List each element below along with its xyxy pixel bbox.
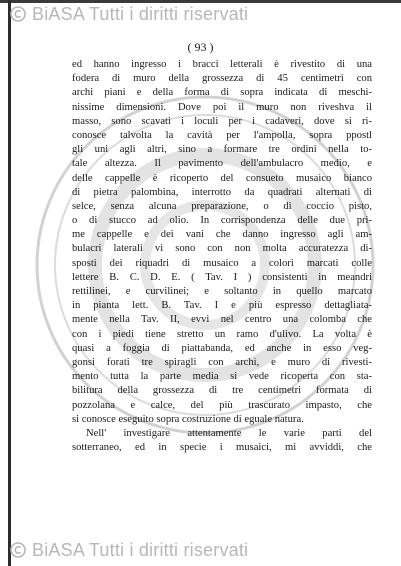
page-number: ( 93 )	[187, 40, 214, 54]
text-line: rettilinei, e curvilinei; e soltanto in quello marcato	[72, 286, 372, 297]
text-line: tale altezza. Il pavimento dell'ambulacro medio, e	[72, 158, 372, 170]
text-line: me cappelle e dei vani che danno ingresso agli am-	[72, 229, 372, 241]
text-line: sposti dei riquadri di musaico a colori marcati colle	[72, 257, 372, 269]
text-line: masso, sono scavati i loculi per i cadaveri, dove si ri-	[72, 115, 372, 127]
text-line: nissime dimensioni. Dove poi il muro non riveshva il	[72, 101, 372, 113]
text-line: bulacri laterali vi sono con non molta accuratezza di-	[72, 243, 372, 255]
copyright-icon	[10, 542, 26, 558]
watermark-top-text: BiASA Tutti i diritti riservati	[32, 4, 249, 24]
left-scan-edge	[8, 0, 11, 566]
text-line: gonsi forati tre spiragli con archi, e muro di rivesti-	[72, 356, 372, 368]
text-line: o di stucco ad olio. In corrispondenza delle due pri-	[72, 215, 372, 227]
watermark-top	[10, 4, 248, 25]
text-line: si conosce eseguito sopra costruzione di eguale natura.	[72, 413, 304, 425]
copyright-icon	[10, 6, 26, 22]
top-scan-edge	[0, 0, 401, 3]
text-line: conosce talvolta la cavità per l'ampolla, sopra ppostl	[72, 129, 372, 141]
text-line: delle cappelle è ricoperto del consueto musaico bianco	[72, 172, 372, 184]
text-line: gli uni agli altri, sino a formare tre ordini nella to-	[72, 144, 372, 156]
text-line: pozzolana e calce, del più trascurato impasto, che	[72, 399, 372, 411]
text-line: bilitura della grossezza di tre centimetri formata di	[72, 385, 372, 397]
text-line: quasi a foggia di piattabanda, ed anche in esso veg-	[72, 342, 372, 354]
text-line: in pianta lett. B. Tav. I e più espresso dettagliata-	[72, 300, 372, 312]
text-line: con i piedi tiene stretto un ramo d'ulivo. La volta è	[72, 328, 372, 340]
watermark-bottom	[10, 540, 248, 561]
text-line: sotterraneo, ed in specie i musaici, mi avviddi, che	[72, 442, 372, 454]
text-line: ed hanno ingresso i bracci letterali è rivestito di una	[72, 59, 372, 70]
text-line: fodera di muro della grossezza di 45 centimetri con	[72, 73, 372, 85]
text-line: mente nella Tav. II, evvi nel centro una colomba che	[72, 314, 372, 326]
body-text	[72, 58, 372, 455]
text-line: lettere B. C. D. E. ( Tav. I ) consistenti in meandri	[72, 271, 372, 283]
text-line: archi piani e della forma di sopra indicata di meschi-	[72, 87, 372, 99]
text-line: mento tutta la parte media si vede ricoperta con sta-	[72, 371, 372, 383]
watermark-bottom-text: BiASA Tutti i diritti riservati	[32, 540, 249, 560]
text-line: selce, senza alcuna preparazione, o di coccio pisto,	[72, 200, 372, 212]
text-line: Nell' investigare attentamente le varie parti del	[86, 427, 372, 439]
text-line: di pietra palombina, interrotto da quadrati alternati di	[72, 186, 372, 198]
